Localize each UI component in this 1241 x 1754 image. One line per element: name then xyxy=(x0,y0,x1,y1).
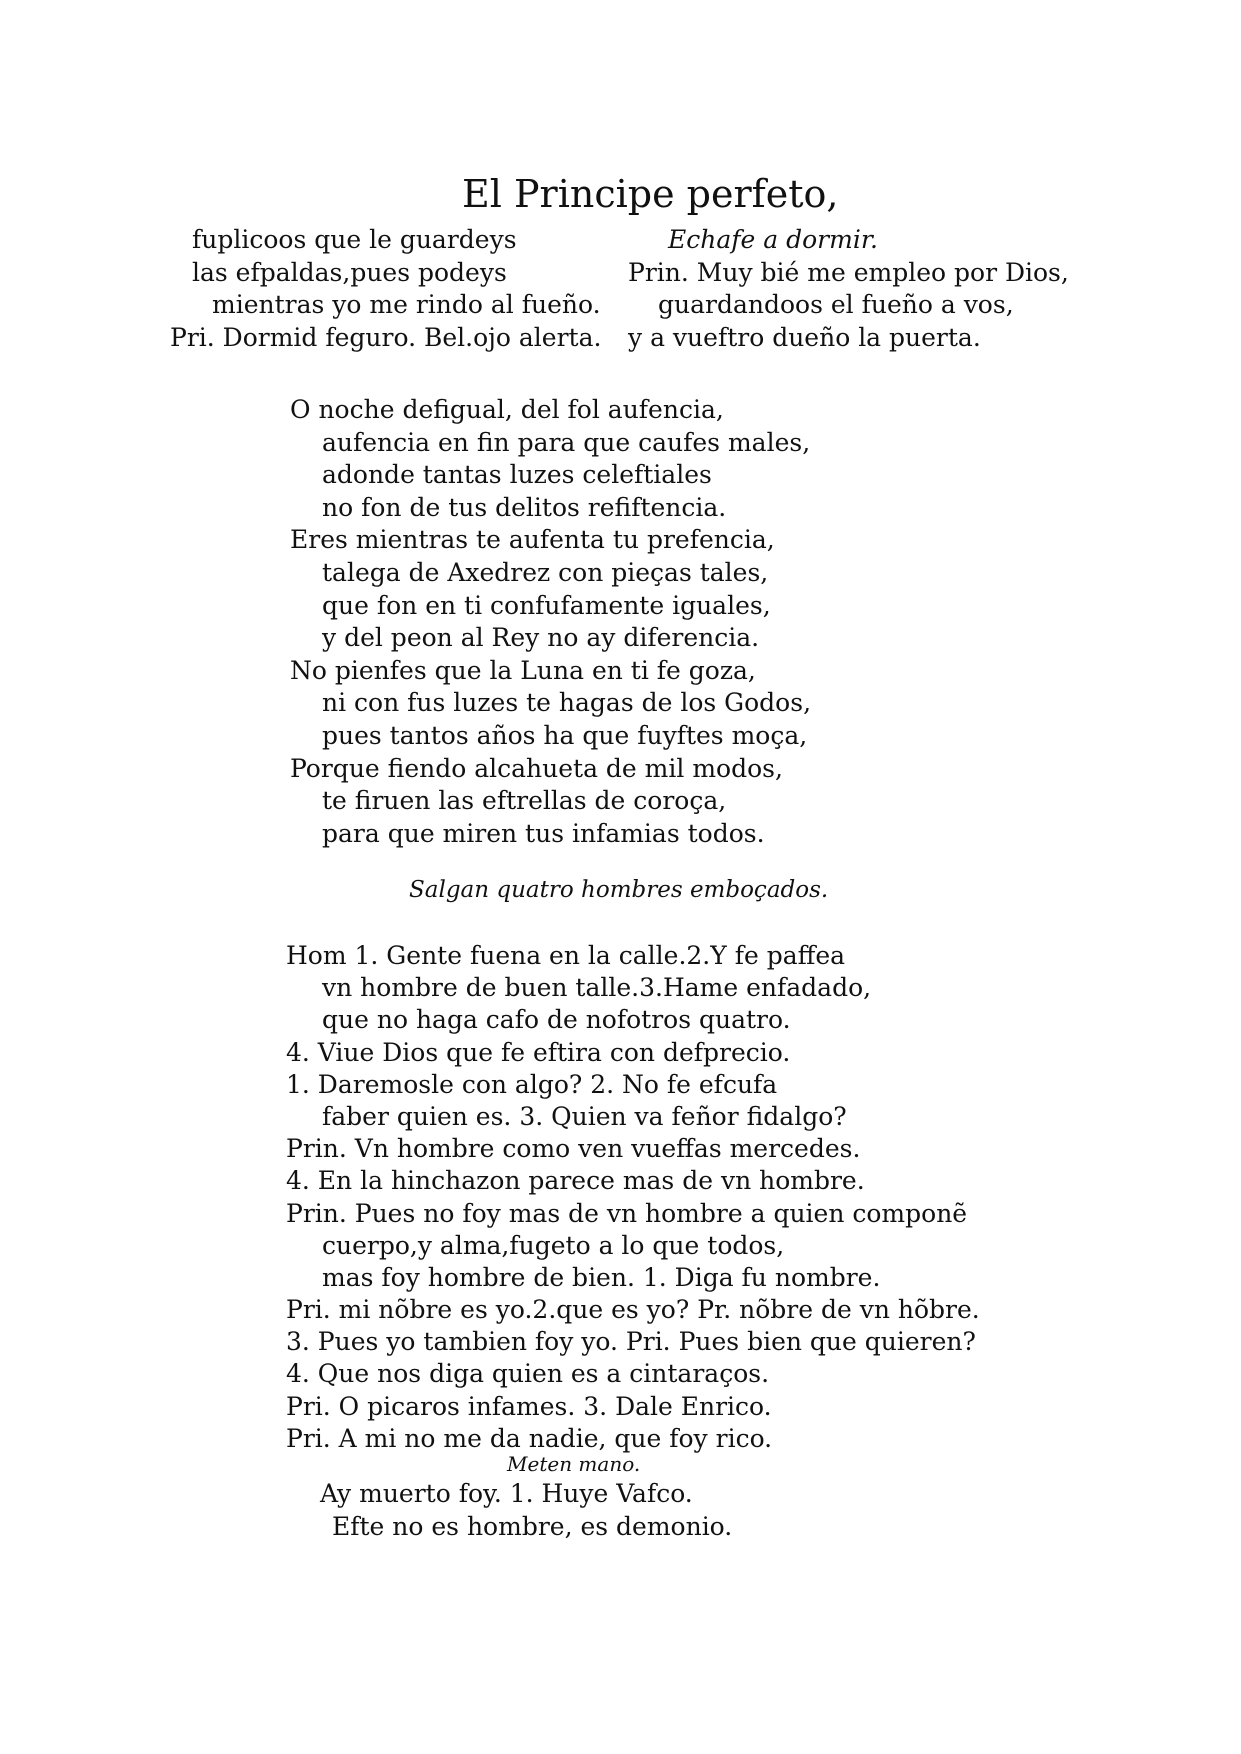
sonnet-line: adonde tantas luzes celeftiales xyxy=(322,460,712,490)
dialogue-line: 4. En la hinchazon parece mas de vn hombre. xyxy=(286,1166,865,1196)
dialogue-line: cuerpo,y alma,fugeto a lo que todos, xyxy=(322,1230,785,1260)
closing-lines xyxy=(320,1478,732,1543)
verse-line: las efpaldas,pues podeys xyxy=(192,257,507,287)
running-head: El Principe perfeto, xyxy=(462,172,839,216)
sonnet-line: talega de Axedrez con pieças tales, xyxy=(322,557,769,587)
sonnet-line: y del peon al Rey no ay diferencia. xyxy=(322,623,760,653)
verse-line: mientras yo me rindo al fueño. xyxy=(212,290,601,319)
sonnet-line: para que miren tus infamias todos. xyxy=(322,818,765,848)
sonnet-line: ni con fus luzes te hagas de los Godos, xyxy=(322,688,812,718)
sonnet-line: no fon de tus delitos refiftencia. xyxy=(322,492,727,522)
right-column xyxy=(628,224,1069,354)
dialogue-line: 4. Que nos diga quien es a cintaraços. xyxy=(286,1359,770,1389)
sonnet-line: Eres mientras te aufenta tu prefencia, xyxy=(290,525,775,555)
sonnet-line: te firuen las eftrellas de coroça, xyxy=(322,786,727,816)
stage-direction: Meten mano. xyxy=(507,1452,641,1476)
sonnet-line: O noche defigual, del fol aufencia, xyxy=(290,395,724,424)
dialogue-line: vn hombre de buen talle.3.Hame enfadado, xyxy=(322,973,872,1003)
sonnet-line: aufencia en fin para que caufes males, xyxy=(322,427,811,457)
dialogue-line: 4. Viue Dios que fe eftira con defprecio. xyxy=(286,1037,791,1067)
sonnet xyxy=(290,394,811,850)
dialogue-line: que no haga cafo de nofotros quatro. xyxy=(322,1005,791,1035)
verse-line: guardandoos el fueño a vos, xyxy=(658,290,1014,319)
dialogue-line: Pri. O picaros infames. 3. Dale Enrico. xyxy=(286,1391,772,1421)
sonnet-line: que fon en ti confufamente iguales, xyxy=(322,590,771,620)
stage-direction: Echafe a dormir. xyxy=(668,225,878,254)
dialogue-line: 3. Pues yo tambien foy yo. Pri. Pues bien que quieren? xyxy=(286,1327,976,1357)
dialogue-line: Pri. mi nõbre es yo.2.que es yo? Pr. nõbre de vn hõbre. xyxy=(286,1295,980,1325)
dialogue-line: Ay muerto foy. 1. Huye Vafco. xyxy=(320,1479,693,1508)
left-column xyxy=(170,224,601,354)
sonnet-line: Porque fiendo alcahueta de mil modos, xyxy=(290,753,783,783)
dialogue-line: Prin. Vn hombre como ven vueffas mercedes. xyxy=(286,1134,861,1164)
sonnet-line: pues tantos años ha que fuyftes moça, xyxy=(322,720,808,750)
verse-line: fuplicoos que le guardeys xyxy=(192,225,517,254)
sonnet-line: No pienfes que la Luna en ti fe goza, xyxy=(290,655,756,685)
dialogue-line: Hom 1. Gente fuena en la calle.2.Y fe paffea xyxy=(286,941,846,970)
dialogue xyxy=(286,940,980,1455)
verse-line: Pri. Dormid feguro. Bel.ojo alerta. xyxy=(170,322,602,352)
dialogue-line: Efte no es hombre, es demonio. xyxy=(332,1511,733,1541)
dialogue-line: mas foy hombre de bien. 1. Diga fu nombre. xyxy=(322,1262,881,1292)
dialogue-line: faber quien es. 3. Quien va feñor fidalgo? xyxy=(322,1101,847,1131)
dialogue-line: Pri. A mi no me da nadie, que foy rico. xyxy=(286,1423,773,1453)
dialogue-line: 1. Daremosle con algo? 2. No fe efcufa xyxy=(286,1069,778,1099)
stage-direction: Salgan quatro hombres emboçados. xyxy=(409,877,829,903)
verse-line: Prin. Muy bié me empleo por Dios, xyxy=(628,257,1069,287)
dialogue-line: Prin. Pues no foy mas de vn hombre a quien componẽ xyxy=(286,1198,968,1228)
verse-line: y a vueftro dueño la puerta. xyxy=(628,322,981,352)
